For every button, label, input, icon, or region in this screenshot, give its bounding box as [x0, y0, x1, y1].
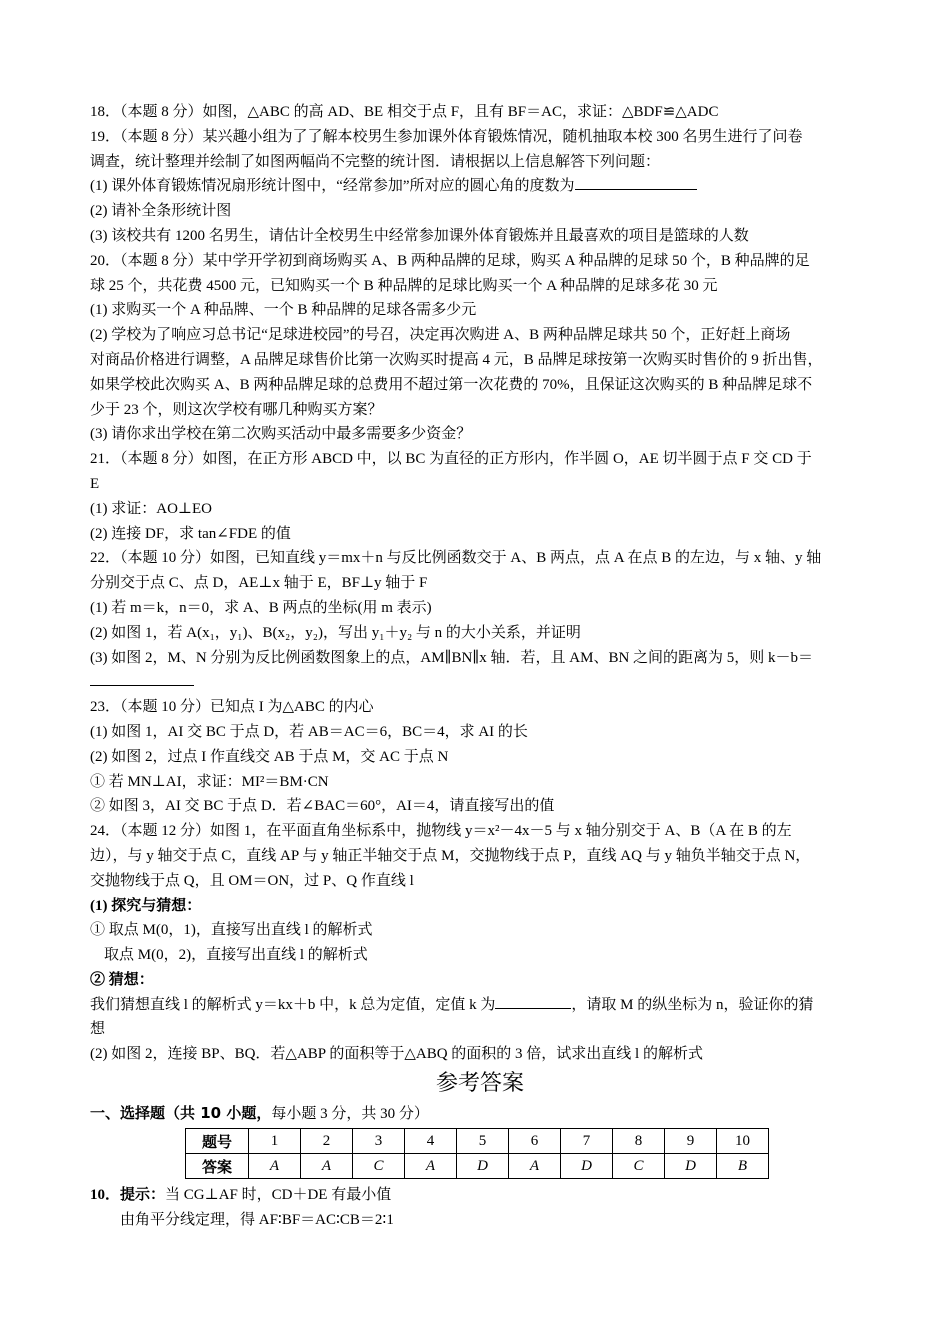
table-header-cell: 题号: [186, 1129, 249, 1154]
q20-part2-line-4: 少于 23 个，则这次学校有哪几种购买方案？: [90, 401, 383, 418]
q24-line-2: 边），与 y 轴交于点 C，直线 AP 与 y 轴正半轴交于点 M，交抛物线于点 P，直线 AQ 与 y 轴负半轴交于点 N，: [90, 847, 811, 864]
q24-part1-sub1b: 取点 M(0，2)，直接写出直线 l 的解析式: [104, 947, 368, 964]
q24-guess-line-2: 想: [90, 1021, 106, 1038]
table-cell: D: [561, 1154, 613, 1179]
q23-part2: (2) 如图 2，过点 I 作直线交 AB 于点 M，交 AC 于点 N: [90, 748, 449, 765]
q22-part3: (3) 如图 2，M、N 分别为反比例函数图象上的点，AM∥BN∥x 轴．若，且 AM、BN 之间的距离为 5，则 k－b＝: [90, 649, 814, 666]
exam-page: [90, 100, 870, 1233]
q23-part2-sub1: ① 若 MN⊥AI，求证：MI²＝BM·CN: [90, 773, 329, 790]
q20-part2-line-3: 如果学校此次购买 A、B 两种品牌足球的总费用不超过第一次花费的 70%，且保证这次购买的 B 种品牌足球不: [90, 376, 813, 393]
table-header-cell: 答案: [186, 1154, 249, 1179]
q19-part1-text: (1) 课外体育锻炼情况扇形统计图中，“经常参加”所对应的圆心角的度数为: [90, 178, 575, 195]
q19-part1: [90, 174, 870, 199]
q19-part3: (3) 该校共有 1200 名男生，请估计全校男生中经常参加课外体育锻炼并且最喜欢的项目是篮球的人数: [90, 227, 749, 244]
q24-line-3: 交抛物线于点 Q，且 OM＝ON，过 P、Q 作直线 l: [90, 872, 414, 889]
section-choice-rest: 每小题 3 分，共 30 分）: [271, 1106, 429, 1123]
table-cell: A: [405, 1154, 457, 1179]
q24-guess-text-1: 我们猜想直线 l 的解析式 y＝kx＋b 中，k 总为定值，定值 k 为: [90, 996, 496, 1013]
q24-guess-line: [90, 993, 870, 1018]
answer-blank: [495, 994, 571, 1009]
q20-part3: (3) 请你求出学校在第二次购买活动中最多需要多少资金？: [90, 426, 472, 443]
table-cell: 10: [717, 1129, 769, 1154]
q22-line-1: 22．（本题 10 分）如图，已知直线 y＝mx＋n 与反比例函数交于 A、B 两点，点 A 在点 B 的左边，与 x 轴、y 轴: [90, 550, 822, 567]
q23-part1: (1) 如图 1，AI 交 BC 于点 D，若 AB＝AC＝6，BC＝4，求 AI 的长: [90, 723, 528, 740]
table-cell: C: [353, 1154, 405, 1179]
table-cell: C: [613, 1154, 665, 1179]
q23-part2-sub2: ② 如图 3，AI 交 BC 于点 D．若∠BAC＝60°，AI＝4，请直接写出的值: [90, 798, 555, 815]
q20-line-1: 20．（本题 8 分）某中学开学初到商场购买 A、B 两种品牌的足球，购买 A 种品牌的足球 50 个，B 种品牌的足: [90, 252, 810, 269]
answer-blank: [575, 175, 697, 190]
q22-answer-blank-line: [90, 670, 870, 695]
q19-line-1: 19．（本题 8 分）某兴趣小组为了了解本校男生参加课外体育锻炼情况，随机抽取本校 300 名男生进行了问卷: [90, 128, 803, 145]
q20-part2-line-1: (2) 学校为了响应习总书记“足球进校园”的号召，决定再次购进 A、B 两种品牌足球共 50 个，正好赶上商场: [90, 327, 791, 344]
answer-table: [185, 1128, 769, 1179]
q24-part2: (2) 如图 2，连接 BP、BQ．若△ABP 的面积等于△ABQ 的面积的 3 倍，试求出直线 l 的解析式: [90, 1046, 703, 1063]
q24-line-1: 24．（本题 12 分）如图 1，在平面直角坐标系中，抛物线 y＝x²－4x－5 与 x 轴分别交于 A、B（A 在 B 的左: [90, 823, 792, 840]
table-cell: B: [717, 1154, 769, 1179]
table-cell: 2: [301, 1129, 353, 1154]
q24-part1-sub1: ① 取点 M(0，1)，直接写出直线 l 的解析式: [90, 922, 373, 939]
q21-part2: (2) 连接 DF，求 tan∠FDE 的值: [90, 525, 291, 542]
table-cell: 9: [665, 1129, 717, 1154]
q23-line-1: 23．（本题 10 分）已知点 I 为△ABC 的内心: [90, 699, 374, 716]
q21-line-2: E: [90, 475, 100, 492]
table-cell: 8: [613, 1129, 665, 1154]
q20-part2-line-2: 对商品价格进行调整，A 品牌足球售价比第一次购买时提高 4 元，B 品牌足球按第一次购买时售价的 9 折出售，: [90, 351, 823, 368]
table-row: [186, 1129, 769, 1154]
q22-part2: (2) 如图 1，若 A(x₁，y₁)、B(x₂，y₂)，写出 y₁＋y₂ 与 n 的大小关系，并证明: [90, 624, 581, 641]
q22-part1: (1) 若 m＝k，n＝0，求 A、B 两点的坐标(用 m 表示): [90, 599, 432, 616]
table-cell: A: [249, 1154, 301, 1179]
answer-title: 参考答案: [435, 1071, 524, 1097]
table-cell: 7: [561, 1129, 613, 1154]
hint-line-1: [90, 1183, 870, 1208]
table-cell: 6: [509, 1129, 561, 1154]
section-choice-heading: [90, 1101, 870, 1126]
table-cell: 5: [457, 1129, 509, 1154]
hint-line-2: 由角平分线定理，得 AF∶BF＝AC∶CB＝2∶1: [120, 1211, 394, 1228]
q24-guess-text-2: ，请取 M 的纵坐标为 n，验证你的猜: [571, 996, 814, 1013]
table-row: [186, 1154, 769, 1179]
q24-guess-heading: ② 猜想：: [90, 971, 154, 988]
table-cell: A: [509, 1154, 561, 1179]
hint-label: 10．提示：: [90, 1187, 166, 1204]
q20-line-2: 球 25 个，共花费 4500 元，已知购买一个 B 种品牌的足球比购买一个 A 种品牌的足球多花 30 元: [90, 277, 718, 294]
q19-part2: (2) 请补全条形统计图: [90, 203, 232, 220]
q18-line: 18．（本题 8 分）如图，△ABC 的高 AD、BE 相交于点 F，且有 BF＝AC，求证：△BDF≌△ADC: [90, 104, 719, 120]
table-cell: 3: [353, 1129, 405, 1154]
table-cell: A: [301, 1154, 353, 1179]
table-cell: 1: [249, 1129, 301, 1154]
q19-line-2: 调查，统计整理并绘制了如图两幅尚不完整的统计图．请根据以上信息解答下列问题：: [90, 153, 661, 170]
q24-part1-heading: (1) 探究与猜想：: [90, 897, 202, 914]
hint-text: 当 CG⊥AF 时，CD＋DE 有最小值: [165, 1187, 392, 1204]
table-cell: D: [457, 1154, 509, 1179]
table-cell: D: [665, 1154, 717, 1179]
table-cell: 4: [405, 1129, 457, 1154]
section-choice-bold: 一、选择题（共 10 小题，: [90, 1104, 272, 1123]
answer-blank: [90, 671, 194, 686]
q20-part1: (1) 求购买一个 A 种品牌、一个 B 种品牌的足球各需多少元: [90, 302, 477, 319]
q22-line-2: 分别交于点 C、点 D，AE⊥x 轴于 E，BF⊥y 轴于 F: [90, 575, 428, 592]
q21-line-1: 21．（本题 8 分）如图，在正方形 ABCD 中，以 BC 为直径的正方形内，作半圆 O，AE 切半圆于点 F 交 CD 于: [90, 451, 812, 468]
q21-part1: (1) 求证：AO⊥EO: [90, 500, 213, 517]
